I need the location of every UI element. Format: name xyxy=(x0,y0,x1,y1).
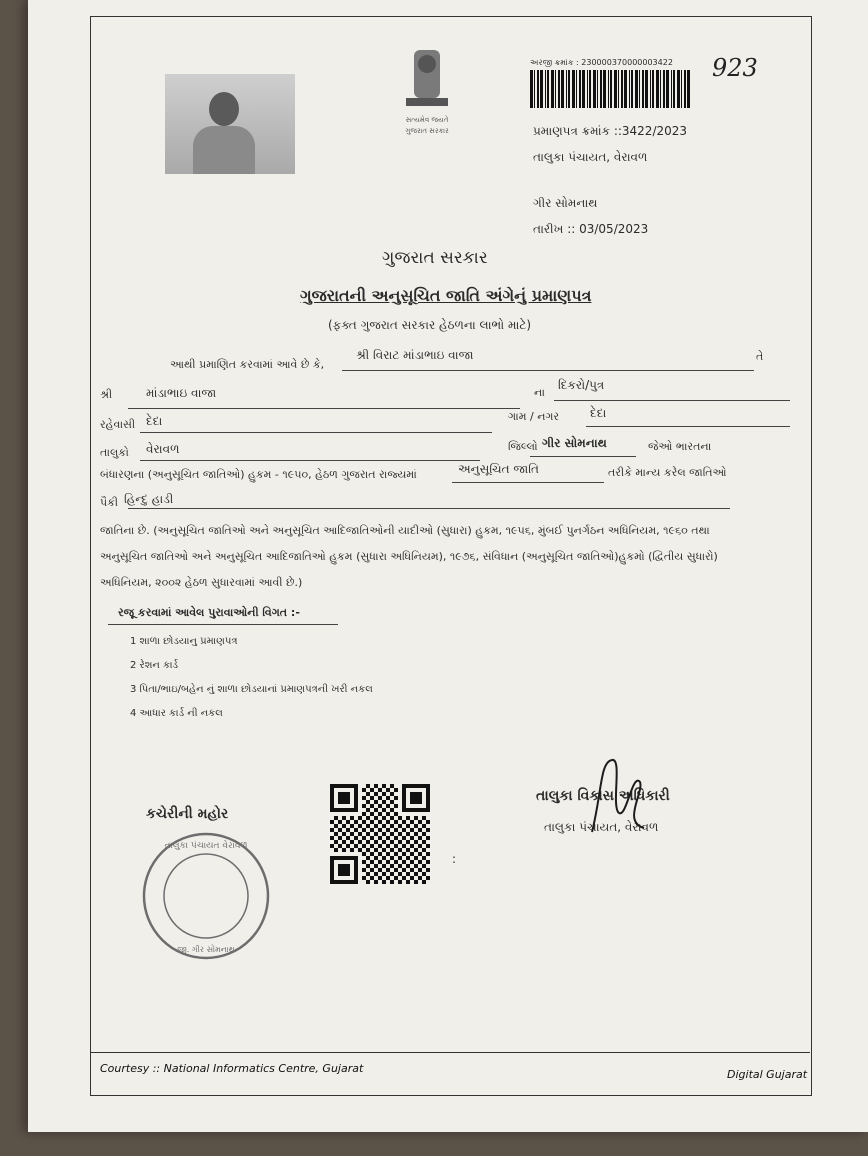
proof-item: 3 પિતા/ભાઇ/બહેન નું શાળા છોડયાનાં પ્રમાણપત્રની ખરી નકલ xyxy=(130,684,373,695)
certificate-number: પ્રમાણપત્ર ક્રમાંક ::3422/2023 xyxy=(533,124,688,138)
district-label: જિલ્લો xyxy=(508,440,538,453)
taluka-label: તાલુકો xyxy=(100,446,129,459)
qr-code xyxy=(330,784,430,884)
applicant-name: શ્રી વિરાટ માંડાભાઇ વાજા xyxy=(356,348,474,362)
village-value: દેદા xyxy=(590,406,607,420)
proofs-heading: રજૂ કરવામાં આવેલ પુરાવાઓની વિગત :- xyxy=(118,606,300,619)
proof-item: 4 આધાર કાર્ડ ની નકલ xyxy=(130,708,223,719)
issue-date: તારીખ :: 03/05/2023 xyxy=(533,222,649,236)
india-text: જેઓ ભારતના xyxy=(648,440,712,453)
subcaste-label: પૈકી xyxy=(100,496,119,509)
application-number: અરજી ક્રમાંક : 230000370000003422 xyxy=(530,58,673,67)
issuing-office: તાલુકા પંચાયત, વેરાવળ xyxy=(533,150,648,164)
certificate-subtitle: (ફક્ત ગુજરાત સરકાર હેઠળના લાભો માટે) xyxy=(328,318,532,332)
seal-ring-text: તાલુકા પંચાયત વેરાવળ xyxy=(164,841,248,851)
footer-divider xyxy=(90,1052,810,1053)
officer-signature xyxy=(582,752,652,842)
relation: દિકરો/પુત્ર xyxy=(558,378,605,392)
office-seal-stamp xyxy=(136,826,276,966)
officer-office: તાલુકા પંચાયત, વેરાવળ xyxy=(544,820,659,834)
district-value: ગીર સોમનાથ xyxy=(542,436,607,450)
handwritten-number: 923 xyxy=(712,54,758,82)
qr-side-dot: : xyxy=(452,852,457,866)
emblem-caption-2: ગુજરાત સરકાર xyxy=(405,127,449,135)
proof-item: 2 રેશન કાર્ડ xyxy=(130,660,179,671)
order-text: બંધારણના (અનુસૂચિત જાતિઓ) હુકમ - ૧૯૫૦, હેઠળ ગુજરાત રાજ્યમાં xyxy=(100,468,417,481)
te-text: તે xyxy=(756,350,764,363)
village-label: ગામ / નગર xyxy=(508,410,560,423)
intro-text: આથી પ્રમાણિત કરવામાં આવે છે કે, xyxy=(170,358,325,371)
barcode xyxy=(530,70,690,108)
na-text: ના xyxy=(534,386,545,399)
father-name: માંડાભાઇ વાજા xyxy=(146,386,217,400)
footer-courtesy: Courtesy :: National Informatics Centre, Gujarat xyxy=(100,1062,364,1075)
resident-label: રહેવાસી xyxy=(100,418,136,431)
footer-brand: Digital Gujarat xyxy=(727,1068,808,1081)
state-emblem-icon xyxy=(392,46,462,138)
shri-label: શ્રી xyxy=(100,388,113,401)
legal-paragraph-line-3: અધિનિયમ, ૨૦૦૨ હેઠળ સુધારવામાં આવી છે.) xyxy=(100,576,303,589)
taluka-value: વેરાવળ xyxy=(146,442,180,456)
seal-bottom-text: જી. ગીર સોમનાથ xyxy=(177,945,235,954)
government-heading: ગુજરાત સરકાર xyxy=(382,248,488,268)
district-name: ગીર સોમનાથ xyxy=(533,196,598,210)
office-seal-label: કચેરીની મહોર xyxy=(146,806,229,822)
category-value: અનુસૂચિત જાતિ xyxy=(458,462,539,476)
legal-paragraph-line-1: જાતિના છે. (અનુસૂચિત જાતિઓ અને અનુસૂચિત આદિજાતિઓની યાદીઓ (સુધારા) હુકમ, ૧૯૫૬, મુંબઈ પુનર્ગઠન અધિનિયમ, ૧૯૬૦ તથા xyxy=(100,524,710,537)
proof-item: 1 શાળા છોડયાનુ પ્રમાણપત્ર xyxy=(130,636,238,647)
certificate-title: ગુજરાતની અનુસૂચિત જાતિ અંગેનું પ્રમાણપત્ર xyxy=(300,286,592,305)
resident-value: દેદા xyxy=(146,414,163,428)
recognized-text: તરીકે માન્ય કરેલ જાતિઓ xyxy=(608,466,727,479)
subcaste-value: હિન્દુ હાડી xyxy=(124,492,174,506)
legal-paragraph-line-2: અનુસૂચિત જાતિઓ અને અનુસૂચિત આદિજાતિઓ હુકમ (સુધારા અધિનિયમ), ૧૯૭૬, સંવિધાન (અનુસૂચિત જાતિઓ)હુકમો (દ્વિતીય સુધારો) xyxy=(100,550,718,563)
emblem-caption-1: સત્યમેવ જયતે xyxy=(405,116,449,124)
officer-title: તાલુકા વિકાસ અધિકારી xyxy=(536,788,670,804)
applicant-photo xyxy=(165,74,295,174)
